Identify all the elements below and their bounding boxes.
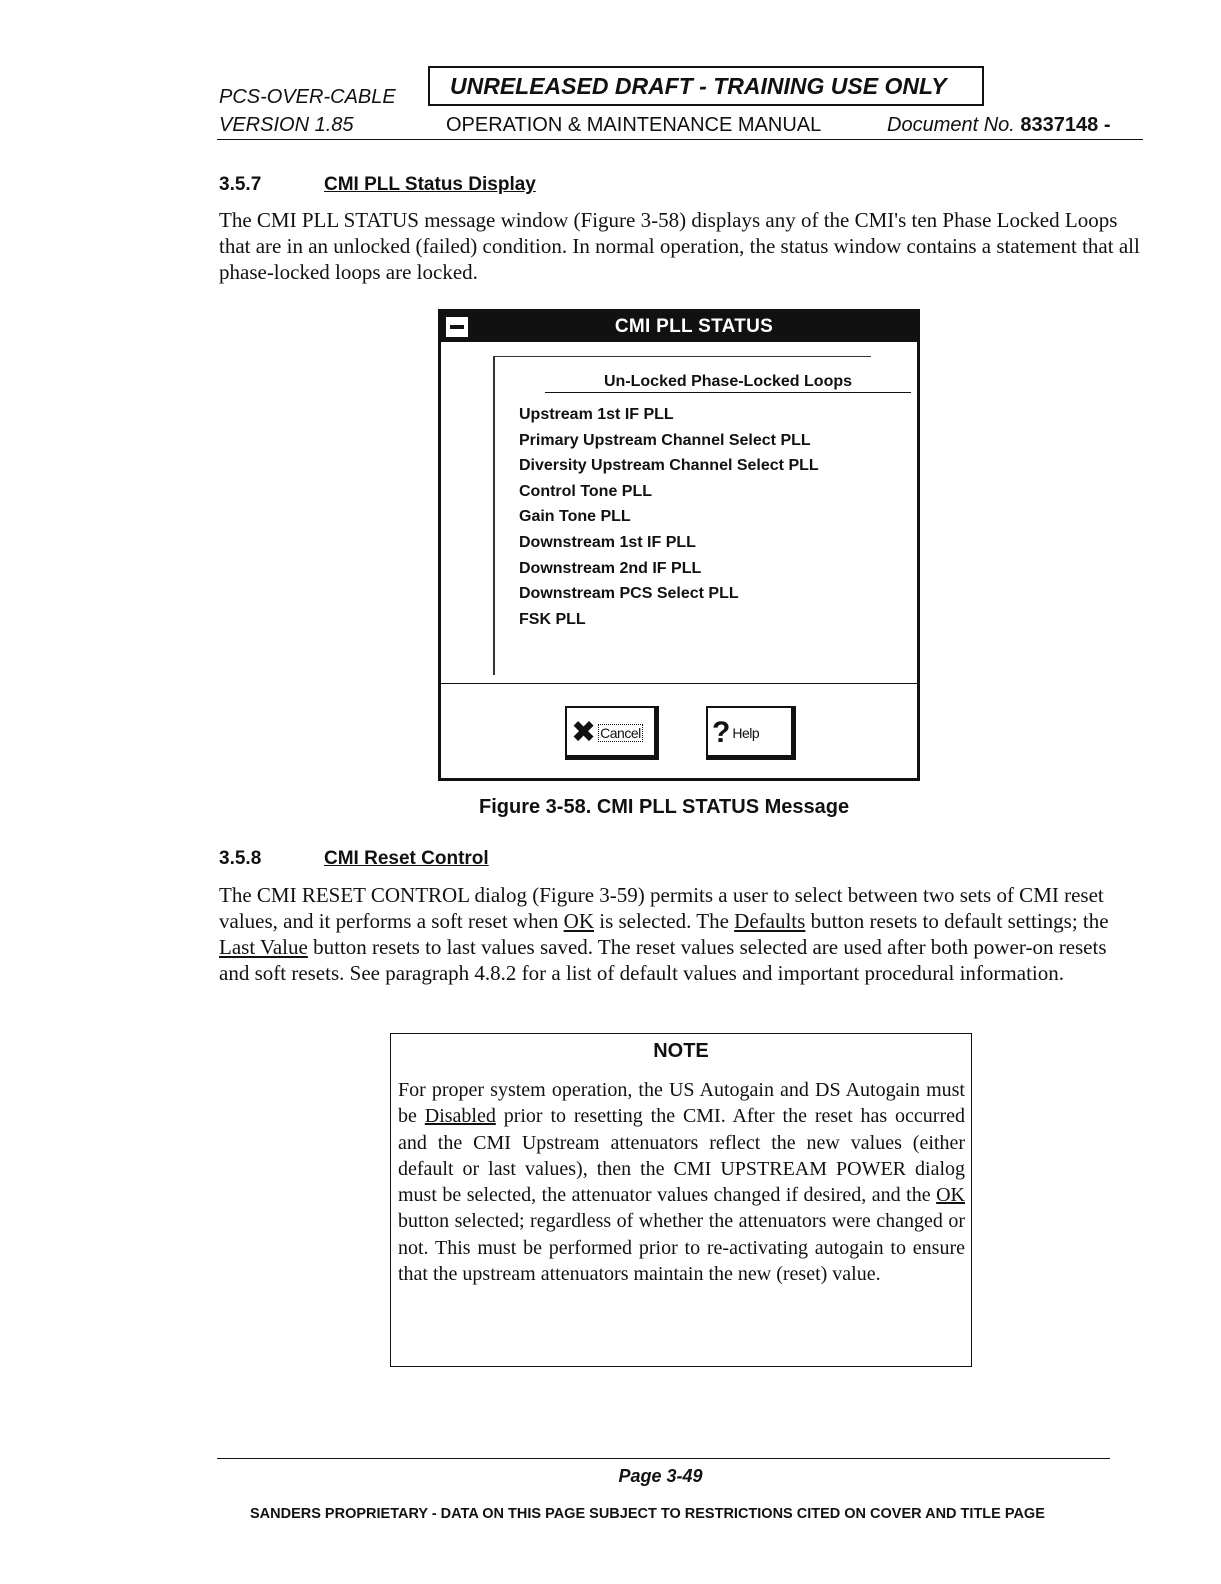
document-number-value: 8337148 - [1020,114,1111,136]
section-title: CMI Reset Control [324,848,489,869]
last-value-reference: Last Value [219,935,308,959]
system-menu-icon[interactable] [445,316,469,338]
list-item: Downstream 1st IF PLL [519,533,696,551]
text-run: The CMI RESET CONTROL dialog (Figure 3-59) permits a user to select between two sets of CMI reset values, and it performs a soft reset when [219,883,1104,933]
help-label: Help [732,725,760,741]
text-run: button resets to last values saved. The reset values selected are used after both power-on resets and soft resets. See paragraph 4.8.2 for a list of default values and important procedural information. [219,935,1107,985]
cmi-pll-status-window [438,309,920,781]
list-item: Upstream 1st IF PLL [519,406,674,423]
note-body [398,1077,965,1287]
window-title: CMI PLL STATUS [614,316,774,337]
list-item: FSK PLL [519,610,586,628]
ok-reference: OK [563,909,594,933]
button-area-divider [441,683,917,684]
note-box [390,1033,972,1367]
section-title: CMI PLL Status Display [324,174,536,195]
pll-list [519,402,819,632]
section-number: 3.5.7 [219,174,262,195]
text-run: For proper system operation, the US Autogain and DS Autogain must be [398,1079,965,1128]
section-paragraph: The CMI PLL STATUS message window (Figure 3-58) displays any of the CMI's ten Phase Locked Loops that are in an unlocked (failed) condition. In normal operation, the status window contains a statement that all phase-locked loops are locked. [219,208,1140,284]
figure-caption: Figure 3-58. CMI PLL STATUS Message [479,796,850,818]
draft-banner: UNRELEASED DRAFT - TRAINING USE ONLY [428,66,984,106]
text-run: button resets to default settings; the [805,909,1109,933]
help-button[interactable] [706,706,796,760]
text-run: prior to resetting the CMI. After the reset has occurred and the CMI Upstream attenuators reflect the new values (either default or last values), then the CMI UPSTREAM POWER dialog must be selected, the attenuator values changed if desired, and the [398,1105,965,1207]
pll-list-header: Un-Locked Phase-Locked Loops [545,373,911,393]
section-paragraph [219,882,1141,986]
header-divider [217,139,1143,140]
text-run: is selected. The [594,909,735,933]
text-run: button selected; regardless of whether the attenuators were changed or not. This must be performed prior to re-activating autogain to ensure that the upstream attenuators maintain the new (reset) value. [398,1210,965,1286]
list-item: Gain Tone PLL [519,508,631,526]
disabled-reference: Disabled [424,1105,496,1128]
list-item: Downstream 2nd IF PLL [519,559,702,577]
page-number: Page 3-49 [618,1466,703,1486]
document-number-label: Document No. [887,114,1015,136]
cancel-button[interactable] [565,706,659,760]
defaults-reference: Defaults [734,909,806,933]
list-item: Diversity Upstream Channel Select PLL [519,457,819,475]
cancel-label: Cancel [600,725,641,741]
proprietary-notice: SANDERS PROPRIETARY - DATA ON THIS PAGE SUBJECT TO RESTRICTIONS CITED ON COVER AND TITLE PAGE [250,1506,1045,1522]
section-number: 3.5.8 [219,848,262,869]
manual-title: OPERATION & MAINTENANCE MANUAL [446,114,822,136]
document-number [887,114,1110,137]
list-item: Control Tone PLL [519,482,653,500]
ok-reference: OK [936,1184,965,1207]
list-item: Primary Upstream Channel Select PLL [519,431,811,449]
x-icon: ✖ [571,716,597,749]
list-item: Downstream PCS Select PLL [519,585,739,603]
footer-divider [217,1458,1110,1459]
product-version: VERSION 1.85 [219,114,354,136]
product-name: PCS-OVER-CABLE [219,86,396,108]
window-titlebar [441,312,917,342]
note-title: NOTE [653,1040,709,1062]
question-icon: ? [712,716,731,749]
